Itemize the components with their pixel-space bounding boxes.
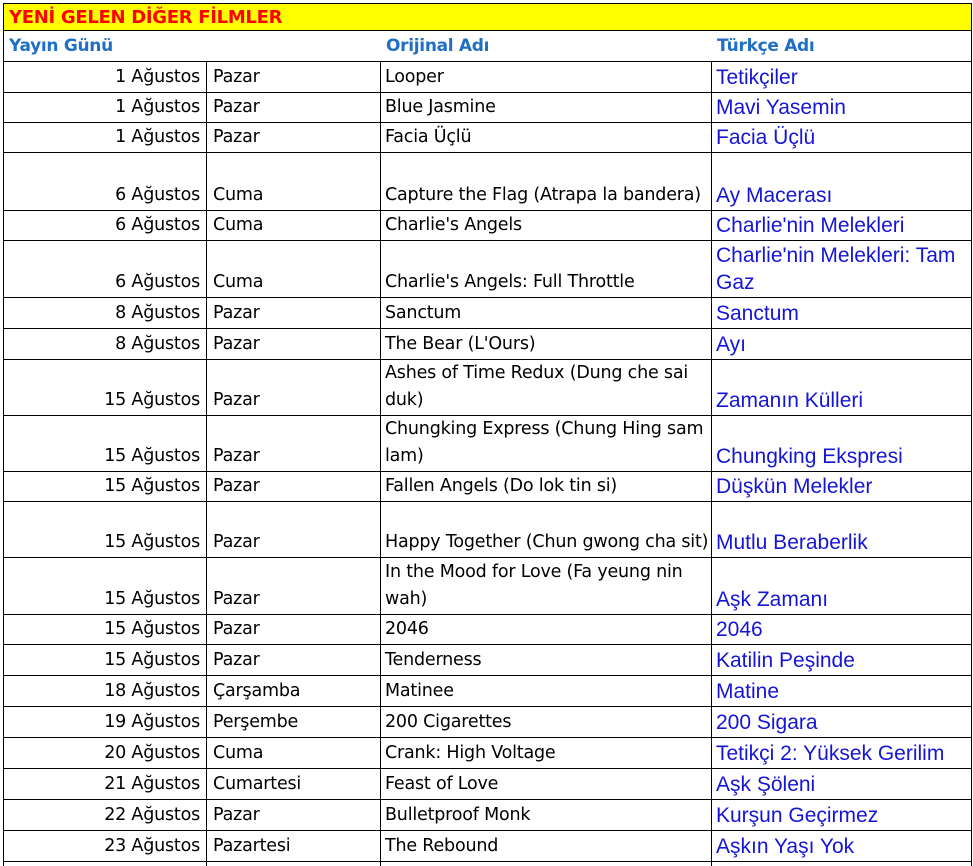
sheet-title[interactable]: YENİ GELEN DİĞER FİLMLER (4, 3, 971, 31)
date-cell[interactable]: 1 Ağustos (4, 62, 207, 92)
turkish-title-cell[interactable]: Ay Macerası (716, 184, 833, 207)
date-cell[interactable]: 15 Ağustos (4, 472, 207, 501)
day-cell[interactable]: Çarşamba (207, 676, 381, 706)
day-cell[interactable]: Pazar (207, 360, 381, 415)
empty-cell[interactable] (712, 862, 971, 866)
day-cell[interactable]: Pazar (207, 800, 381, 830)
date-cell[interactable]: 15 Ağustos (4, 416, 207, 471)
original-title-cell[interactable]: Happy Together (Chun gwong cha sit) (381, 502, 712, 557)
date-cell[interactable]: 15 Ağustos (4, 615, 207, 644)
date-cell[interactable]: 6 Ağustos (4, 211, 207, 240)
day-cell[interactable]: Pazar (207, 645, 381, 675)
original-title-cell[interactable]: 2046 (381, 615, 712, 644)
day-cell[interactable]: Cuma (207, 211, 381, 240)
original-title-cell[interactable]: Charlie's Angels: Full Throttle (381, 241, 712, 297)
empty-cell[interactable] (207, 862, 381, 866)
header-row (4, 31, 971, 62)
day-cell[interactable]: Pazar (207, 416, 381, 471)
table-row (4, 615, 971, 645)
date-cell[interactable]: 8 Ağustos (4, 329, 207, 359)
original-title-cell[interactable]: Ashes of Time Redux (Dung che sai duk) (381, 360, 712, 415)
date-cell[interactable]: 1 Ağustos (4, 123, 207, 152)
table-row (4, 241, 971, 298)
table-row (4, 62, 971, 93)
table-row (4, 298, 971, 329)
date-cell[interactable]: 6 Ağustos (4, 241, 207, 297)
day-cell[interactable]: Pazar (207, 558, 381, 614)
table-row (4, 707, 971, 738)
day-cell[interactable]: Pazar (207, 615, 381, 644)
original-title-cell[interactable]: Crank: High Voltage (381, 738, 712, 768)
original-title-cell[interactable]: Chungking Express (Chung Hing sam lam) (381, 416, 712, 471)
turkish-title-cell[interactable]: Düşkün Melekler (716, 475, 873, 498)
table-row (4, 123, 971, 153)
turkish-title-cell[interactable]: Aşkın Yaşı Yok (716, 835, 855, 858)
table-row (4, 676, 971, 707)
turkish-title-cell[interactable]: Tetikçiler (716, 66, 798, 89)
turkish-title-cell[interactable]: Matine (716, 680, 780, 703)
date-cell[interactable]: 18 Ağustos (4, 676, 207, 706)
date-cell[interactable]: 1 Ağustos (4, 93, 207, 122)
day-cell[interactable]: Pazar (207, 502, 381, 557)
turkish-title-cell[interactable]: Aşk Zamanı (716, 588, 829, 611)
original-title-cell[interactable]: Capture the Flag (Atrapa la bandera) (381, 153, 712, 210)
day-cell[interactable]: Perşembe (207, 707, 381, 737)
original-title-cell[interactable]: Fallen Angels (Do lok tin si) (381, 472, 712, 501)
original-title-cell[interactable]: 200 Cigarettes (381, 707, 712, 737)
table-row (4, 416, 971, 472)
table-row (4, 831, 971, 862)
day-cell[interactable]: Pazar (207, 298, 381, 328)
turkish-title-cell[interactable]: Katilin Peşinde (716, 649, 855, 672)
table-row (4, 800, 971, 831)
header-original-title[interactable]: Orijinal Adı (386, 36, 490, 56)
original-title-cell[interactable]: Facia Üçlü (381, 123, 712, 152)
date-cell[interactable]: 15 Ağustos (4, 558, 207, 614)
turkish-title-cell[interactable]: Ayı (716, 333, 746, 356)
day-cell[interactable]: Pazar (207, 93, 381, 122)
turkish-title-cell[interactable]: Charlie'nin Melekleri: Tam Gaz (716, 244, 956, 294)
day-cell[interactable]: Cuma (207, 241, 381, 297)
date-cell[interactable]: 6 Ağustos (4, 153, 207, 210)
turkish-title-cell[interactable]: Aşk Şöleni (716, 773, 816, 796)
turkish-title-cell[interactable]: 2046 (716, 618, 763, 641)
table-row (4, 153, 971, 211)
day-cell[interactable]: Pazartesi (207, 831, 381, 861)
turkish-title-cell[interactable]: Charlie'nin Melekleri (716, 214, 905, 237)
day-cell[interactable]: Cumartesi (207, 769, 381, 799)
original-title-cell[interactable]: Blue Jasmine (381, 93, 712, 122)
table-row (4, 329, 971, 360)
original-title-cell[interactable]: Charlie's Angels (381, 211, 712, 240)
table-row (4, 738, 971, 769)
date-cell[interactable]: 8 Ağustos (4, 298, 207, 328)
table-row (4, 211, 971, 241)
turkish-title-cell[interactable]: Sanctum (716, 302, 799, 325)
original-title-cell[interactable]: Matinee (381, 676, 712, 706)
original-title-cell[interactable]: The Rebound (381, 831, 712, 861)
turkish-title-cell[interactable]: 200 Sigara (716, 711, 818, 734)
original-title-cell[interactable]: In the Mood for Love (Fa yeung nin wah) (381, 558, 712, 614)
turkish-title-cell[interactable]: Facia Üçlü (716, 126, 816, 149)
table-row (4, 862, 971, 866)
day-cell[interactable]: Pazar (207, 62, 381, 92)
table-row (4, 360, 971, 416)
day-cell[interactable]: Cuma (207, 738, 381, 768)
table-row (4, 769, 971, 800)
day-cell[interactable]: Cuma (207, 153, 381, 210)
original-title-cell[interactable]: Sanctum (381, 298, 712, 328)
date-cell[interactable]: 15 Ağustos (4, 502, 207, 557)
header-turkish-title[interactable]: Türkçe Adı (717, 36, 815, 56)
turkish-title-cell[interactable]: Kurşun Geçirmez (716, 804, 879, 827)
turkish-title-cell[interactable]: Chungking Ekspresi (716, 445, 903, 468)
turkish-title-cell[interactable]: Mavi Yasemin (716, 96, 846, 119)
date-cell[interactable]: 21 Ağustos (4, 769, 207, 799)
original-title-cell[interactable]: Looper (381, 62, 712, 92)
date-cell[interactable]: 15 Ağustos (4, 645, 207, 675)
table-row (4, 645, 971, 676)
original-title-cell[interactable]: The Bear (L'Ours) (381, 329, 712, 359)
date-cell[interactable]: 22 Ağustos (4, 800, 207, 830)
date-cell[interactable]: 15 Ağustos (4, 360, 207, 415)
day-cell[interactable]: Pazar (207, 472, 381, 501)
day-cell[interactable]: Pazar (207, 329, 381, 359)
table-row (4, 93, 971, 123)
table-row (4, 502, 971, 558)
turkish-title-cell[interactable]: Zamanın Külleri (716, 389, 864, 412)
empty-cell[interactable] (4, 862, 207, 866)
original-title-cell[interactable]: Bulletproof Monk (381, 800, 712, 830)
empty-cell[interactable] (381, 862, 712, 866)
header-date[interactable]: Yayın Günü (9, 36, 113, 56)
day-cell[interactable]: Pazar (207, 123, 381, 152)
table-row (4, 558, 971, 615)
turkish-title-cell[interactable]: Mutlu Beraberlik (716, 531, 868, 554)
date-cell[interactable]: 19 Ağustos (4, 707, 207, 737)
spreadsheet (3, 3, 972, 866)
date-cell[interactable]: 20 Ağustos (4, 738, 207, 768)
original-title-cell[interactable]: Feast of Love (381, 769, 712, 799)
table-row (4, 472, 971, 502)
turkish-title-cell[interactable]: Tetikçi 2: Yüksek Gerilim (716, 742, 945, 765)
date-cell[interactable]: 23 Ağustos (4, 831, 207, 861)
original-title-cell[interactable]: Tenderness (381, 645, 712, 675)
table-body (4, 62, 971, 866)
